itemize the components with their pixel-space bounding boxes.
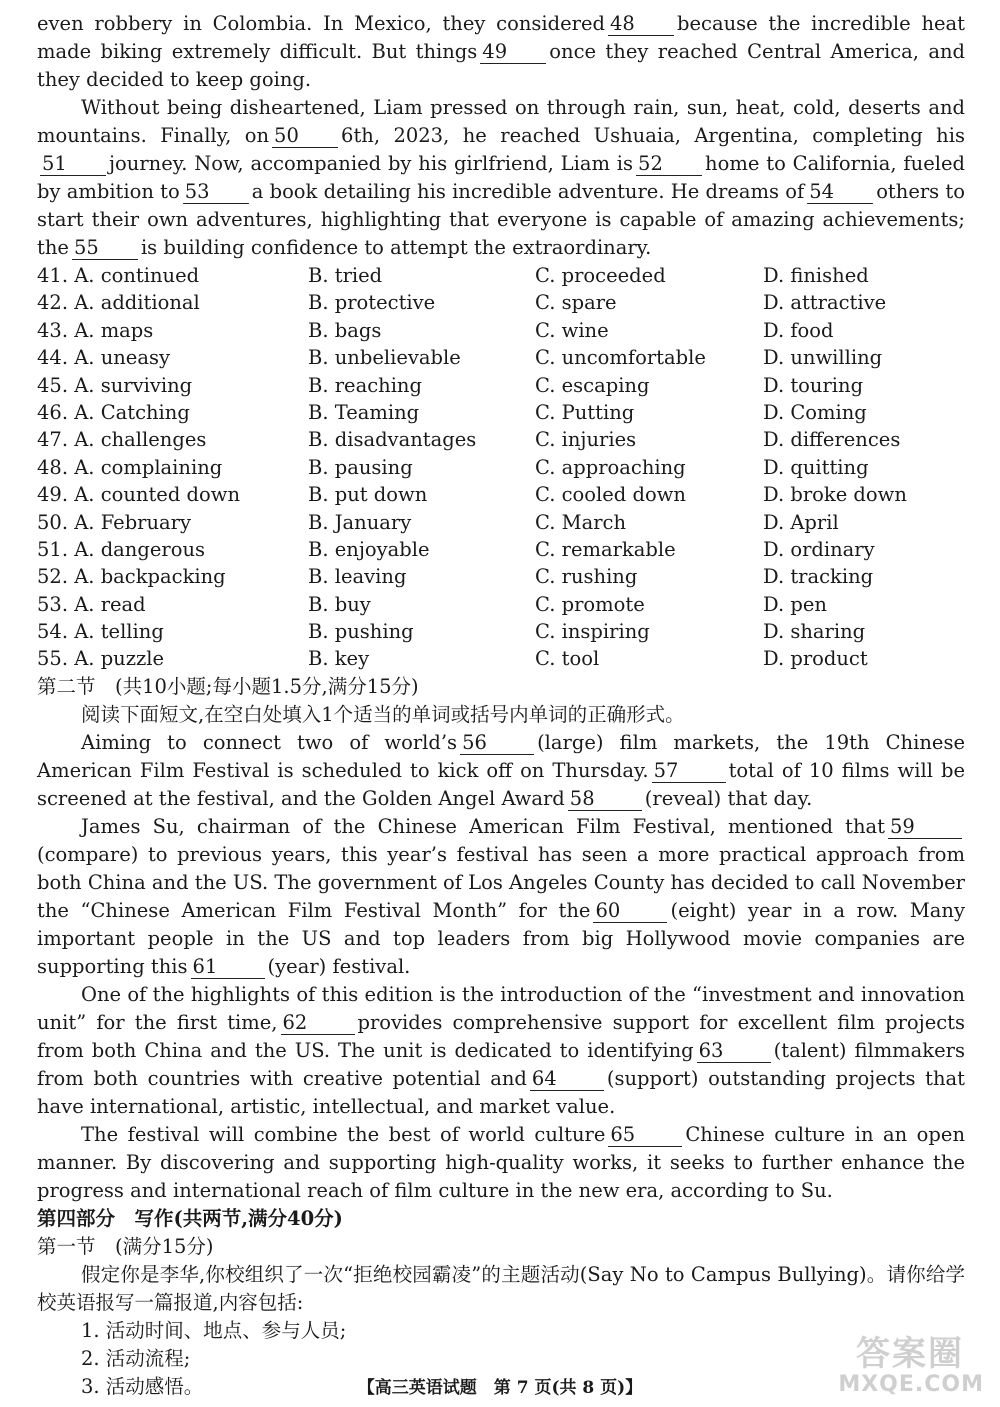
option-a: 53. A. read [37,592,146,616]
blank-60: 60 [593,900,667,923]
writing-item-1: 1. 活动时间、地点、参与人员; [81,1318,347,1342]
option-a: 48. A. complaining [37,455,223,479]
section2-paragraph3: One of the highlights of this edition is the introduction of the “investment and innovation unit” for the first time, 62 provides comprehensive support for excellent film projects from both China and the US. The unit is dedicated to identifying 63 (talent) filmmakers from both countries with creative potential and 64 (support) outstanding projects that have international, artistic, intellectual, and market value. [37,982,965,1118]
option-a: 49. A. counted down [37,483,240,507]
option-d: D. pen [763,592,827,616]
option-b: B. key [308,647,370,671]
section2-heading: 第二节 (共10小题;每小题1.5分,满分15分) [37,674,419,698]
exam-page [37,10,965,1401]
option-a: 44. A. uneasy [37,346,170,370]
part4-sub-heading: 第一节 (满分15分) [37,1234,214,1258]
option-d: D. Coming [763,400,867,424]
option-c: C. injuries [535,428,637,452]
option-d: D. sharing [763,620,866,644]
option-row [37,262,965,289]
writing-item-3: 3. 活动感悟。 [81,1374,204,1398]
writing-prompt: 假定你是李华,你校组织了一次“拒绝校园霸凌”的主题活动(Say No to Campus Bullying)。请你给学校英语报写一篇报道,内容包括: [37,1262,965,1314]
option-d: D. ordinary [763,537,875,561]
option-b: B. protective [308,291,436,315]
option-b: B. reaching [308,373,422,397]
option-d: D. differences [763,428,901,452]
blank-63: 63 [697,1040,771,1063]
option-b: B. buy [308,592,371,616]
option-d: D. tracking [763,565,874,589]
option-d: D. finished [763,264,869,287]
blank-56: 56 [460,732,534,755]
option-row [37,454,965,481]
option-c: C. cooled down [535,483,686,507]
option-c: C. Putting [535,400,635,424]
watermark-url: MXQE.COM [838,1372,984,1397]
option-row [37,645,965,672]
blank-49: 49 [480,41,546,64]
blank-55: 55 [72,237,138,260]
option-a: 47. A. challenges [37,428,207,452]
option-c: C. uncomfortable [535,346,706,370]
option-row [37,399,965,426]
option-a: 45. A. surviving [37,373,193,397]
blank-62: 62 [281,1012,355,1035]
option-row [37,618,965,645]
option-b: B. disadvantages [308,428,477,452]
section2-paragraph2: James Su, chairman of the Chinese American Film Festival, mentioned that 59(compare) to previous years, this year’s festival has seen a more practical approach from both China and the US. The government of Los Angeles County has decided to call November the “Chinese American Film Festival Month” for the 60 (eight) year in a row. Many important people in the US and top leaders from big Hollywood movie companies are supporting this 61 (year) festival. [37,814,966,978]
blank-51: 51 [40,153,106,176]
option-a: 51. A. dangerous [37,537,206,561]
passage1-paragraph2: Without being disheartened, Liam pressed on through rain, sun, heat, cold, deserts and mountains. Finally, on 50 6th, 2023, he reached Ushuaia, Argentina, completing his51 journey. Now, accompanied by his girlfriend, Liam is 52 home to California, fueled by ambition to 53 a book detailing his incredible adventure. He dreams of 54 others to start their own adventures, highlighting that everyone is capable of amazing achievements; the 55 is building confidence to attempt the extraordinary. [37,96,966,259]
page-footer: 【高三英语试题 第 7 页(共 8 页)】 [357,1378,643,1398]
watermark-logo [798,1326,984,1398]
section2-paragraph1: Aiming to connect two of world’s 56 (large) film markets, the 19th Chinese American Film Festival is scheduled to kick off on Thursday. 57 total of 10 films will be screened at the festival, and the Golden Angel Award 58 (reveal) that day. [37,730,965,810]
option-a: 52. A. backpacking [37,565,226,589]
option-c: C. escaping [535,373,650,397]
option-b: B. Teaming [308,400,420,424]
option-a: 42. A. additional [37,291,200,315]
blank-52: 52 [636,153,702,176]
option-a: 46. A. Catching [37,400,190,424]
option-b: B. pausing [308,455,413,479]
blank-61: 61 [191,956,265,979]
option-row [37,481,965,508]
option-d: D. product [763,647,868,671]
option-a: 55. A. puzzle [37,647,165,671]
option-row [37,426,965,453]
section2-instruction: 阅读下面短文,在空白处填入1个适当的单词或括号内单词的正确形式。 [81,702,685,726]
blank-54: 54 [807,181,873,204]
option-a: 41. A. continued [37,264,200,287]
option-row [37,536,965,563]
writing-item-2: 2. 活动流程; [81,1346,191,1370]
option-d: D. April [763,510,839,534]
option-row [37,344,965,371]
option-c: C. tool [535,647,600,671]
watermark-text: 答案圈 [856,1334,964,1374]
option-b: B. unbelievable [308,346,461,370]
blank-48: 48 [608,13,674,36]
option-b: B. put down [308,483,428,507]
option-d: D. attractive [763,291,887,315]
option-d: D. touring [763,373,864,397]
option-c: C. rushing [535,565,638,589]
option-c: C. inspiring [535,620,650,644]
option-c: C. spare [535,291,617,315]
option-c: C. promote [535,592,645,616]
option-d: D. quitting [763,455,869,479]
option-row [37,289,965,316]
passage1-paragraph1: even robbery in Colombia. In Mexico, they considered 48 because the incredible heat made biking extremely difficult. But things 49 once they reached Central America, and they decided to keep going. [37,12,966,91]
option-row [37,317,965,344]
option-row [37,509,965,536]
option-b: B. pushing [308,620,414,644]
section2-paragraph4: The festival will combine the best of world culture 65 Chinese culture in an open manner. By discovering and supporting high-quality works, it seeks to further enhance the progress and international reach of film culture in the new era, according to Su. [37,1122,965,1202]
option-c: C. remarkable [535,537,676,561]
blank-53: 53 [183,181,249,204]
option-row [37,563,965,590]
blank-50: 50 [272,125,338,148]
option-a: 43. A. maps [37,318,154,342]
option-b: B. enjoyable [308,537,430,561]
option-a: 54. A. telling [37,620,164,644]
option-b: B. leaving [308,565,407,589]
option-d: D. food [763,318,834,342]
option-b: B. tried [308,264,383,287]
options-list [37,262,965,673]
option-c: C. wine [535,318,609,342]
option-c: C. approaching [535,455,686,479]
part4-heading: 第四部分 写作(共两节,满分40分) [37,1206,343,1230]
option-d: D. broke down [763,483,907,507]
blank-64: 64 [530,1068,604,1091]
option-c: C. March [535,510,627,534]
option-a: 50. A. February [37,510,192,534]
option-row [37,372,965,399]
blank-57: 57 [652,760,726,783]
option-d: D. unwilling [763,346,883,370]
option-c: C. proceeded [535,264,666,287]
option-b: B. bags [308,318,382,342]
blank-59: 59 [888,816,962,839]
option-b: B. January [308,510,412,534]
option-row [37,591,965,618]
blank-58: 58 [568,788,642,811]
blank-65: 65 [608,1124,682,1147]
